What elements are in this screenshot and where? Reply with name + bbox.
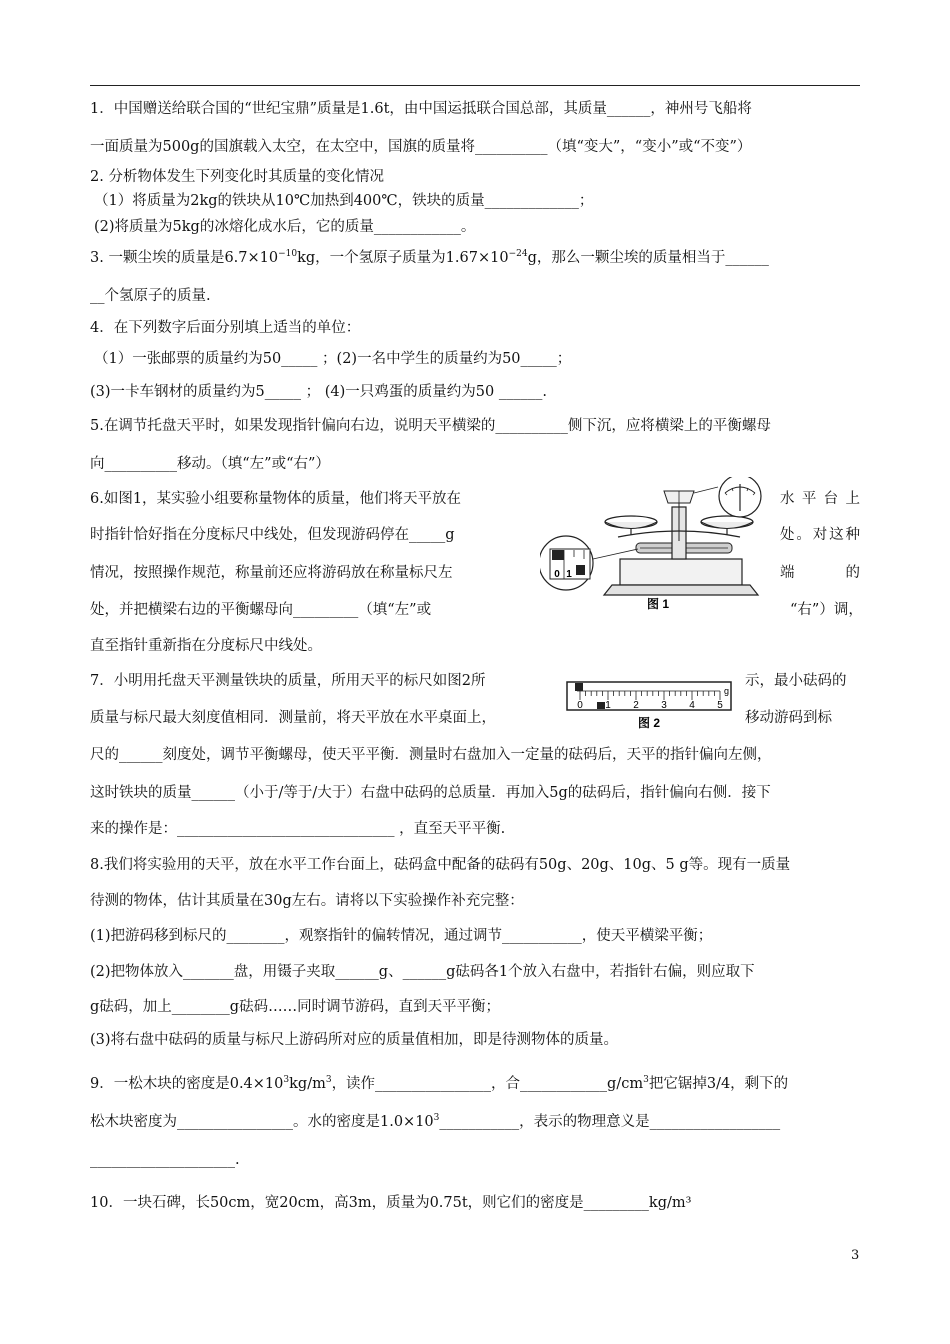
q4-line3: (3)一卡车钢材的质量约为5_____ ； (4)一只鸡蛋的质量约为50 ______. <box>90 384 547 400</box>
figure-2-tick-2: 2 <box>633 700 639 711</box>
q6-line4-right: “右”）调， <box>790 602 863 618</box>
q2-line2: （1）将质量为2kg的铁块从10℃加热到400℃，铁块的质量_____________； <box>94 193 594 209</box>
figure-2-tick-1: 1 <box>605 700 611 711</box>
figure-1-scale-one: 1 <box>566 569 572 580</box>
q4-line2: （1）一张邮票的质量约为50_____ ；(2)一名中学生的质量约为50_____； <box>94 351 572 367</box>
q6-line4: 处，并把横梁右边的平衡螺母向_________（填“左”或 <box>90 602 432 618</box>
figure-1-balance <box>540 477 780 615</box>
q6-line1-right: 水平台上 <box>780 491 860 507</box>
figure-2-unit: g <box>724 686 730 696</box>
q8-line4: (2)把物体放入_______盘，用镊子夹取______g、______g砝码各1个放入右盘中，若指针右偏，则应取下 <box>90 964 755 980</box>
q5-line2: 向__________移动。（填“左”或“右”） <box>90 456 330 472</box>
q8-line6: (3)将右盘中砝码的质量与标尺上游码所对应的质量值相加，即是待测物体的质量。 <box>90 1032 619 1048</box>
q7-line4: 这时铁块的质量______（小于/等于/大于）右盘中砝码的总质量．再加入5g的砝码后，指针偏向右侧．接下 <box>90 785 771 801</box>
page-number: 3 <box>851 1248 860 1263</box>
q6-line3: 情况，按照操作规范，称量前还应将游码放在称量标尺左 <box>90 565 453 581</box>
q5-line1: 5.在调节托盘天平时，如果发现指针偏向右边，说明天平横梁的__________侧下沉，应将横梁上的平衡螺母 <box>90 418 771 434</box>
q8-line5: g砝码，加上________g砝码……同时调节游码，直到天平平衡； <box>90 999 501 1015</box>
q10-line1: 10．一块石碑，长50cm，宽20cm，高3m，质量为0.75t，则它们的密度是_________kg/m³ <box>90 1195 692 1211</box>
figure-2-scale <box>560 676 740 736</box>
q8-line2: 待测的物体，估计其质量在30g左右。请将以下实验操作补充完整： <box>90 893 524 909</box>
q9-line2: 松木块密度为________________。水的密度是$1.0\times 10^3\_\_\_\_\_\_\_\_\_\_\_$，表示的物理意义是__________________ <box>90 1113 781 1130</box>
q8-line3: (1)把游码移到标尺的________，观察指针的偏转情况，通过调节___________，使天平横梁平衡； <box>90 928 713 944</box>
figure-1-caption: 图 1 <box>646 597 670 611</box>
header-rule <box>90 85 860 86</box>
q7-line1: 7．小明用托盘天平测量铁块的质量，所用天平的标尺如图2所 <box>90 673 486 689</box>
q3-line1: 3. 一颗尘埃的质量是$6.7\times 10^{-10}kg$，一个氢原子质量为$1.67\times 10^{-24}g$，那么一颗尘埃的质量相当于______ <box>90 249 769 266</box>
q1-line2: 一面质量为500g的国旗载入太空，在太空中，国旗的质量将__________（填“变大”，“变小”或“不变”） <box>90 139 752 155</box>
q9-line3: ____________________. <box>90 1152 240 1168</box>
q2-line3: (2)将质量为5kg的冰熔化成水后，它的质量____________。 <box>94 219 476 235</box>
q7-line5: 来的操作是：______________________________ ，直至天平平衡. <box>90 821 506 837</box>
q7-line2-right: 移动游码到标 <box>745 710 832 726</box>
q2-line1: 2. 分析物体发生下列变化时其质量的变化情况 <box>90 169 384 185</box>
q6-line3-right: 端的 <box>780 565 860 581</box>
q1-line1: 1．中国赠送给联合国的“世纪宝鼎”质量是1.6t，由中国运抵联合国总部，其质量______，神州号飞船将 <box>90 101 752 117</box>
figure-2-tick-5: 5 <box>717 700 723 711</box>
figure-2-tick-3: 3 <box>661 700 667 711</box>
figure-2-tick-4: 4 <box>689 700 695 711</box>
q9-line1: 9．一松木块的密度是$0.4\times 10^3kg/m^3$，读作________________，合$\_\_\_\_\_\_\_\_\_\_\_\_g/cm^3$把它锯掉3/4，剩下的 <box>90 1075 789 1092</box>
figure-1-scale-zero: 0 <box>554 569 560 580</box>
q6-line5: 直至指针重新指在分度标尺中线处。 <box>90 638 322 654</box>
q6-line2: 时指针恰好指在分度标尺中线处，但发现游码停在_____g <box>90 527 455 543</box>
q7-line1-right: 示，最小砝码的 <box>745 673 847 689</box>
q7-line2: 质量与标尺最大刻度值相同．测量前，将天平放在水平桌面上， <box>90 710 496 726</box>
q3-line2: __个氢原子的质量. <box>90 288 211 304</box>
q4-line1: 4．在下列数字后面分别填上适当的单位： <box>90 320 361 336</box>
q6-line1: 6.如图1，某实验小组要称量物体的质量，他们将天平放在 <box>90 491 462 507</box>
figure-2-tick-0: 0 <box>577 700 583 711</box>
q7-line3: 尺的______刻度处，调节平衡螺母，使天平平衡．测量时右盘加入一定量的砝码后，天平的指针偏向左侧， <box>90 747 772 763</box>
q8-line1: 8.我们将实验用的天平，放在水平工作台面上，砝码盒中配备的砝码有50g、20g、10g、5 g等。现有一质量 <box>90 857 791 873</box>
q6-line2-right: 处。对这种 <box>780 527 860 543</box>
figure-2-caption: 图 2 <box>637 716 661 730</box>
